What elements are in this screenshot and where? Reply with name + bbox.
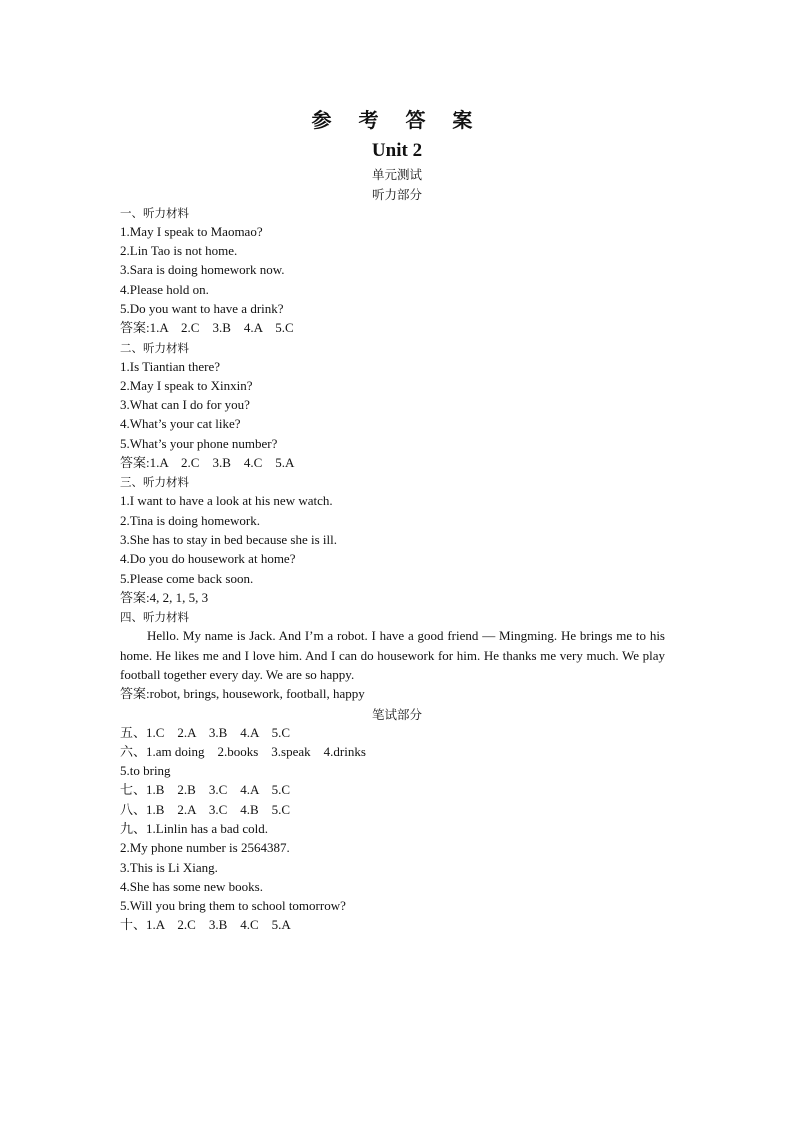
answer-q7: 七、1.B 2.B 3.C 4.A 5.C <box>120 782 291 797</box>
section1-line: 3.Sara is doing homework now. <box>120 262 285 277</box>
listening-part-heading: 听力部分 <box>371 187 422 202</box>
written-part-heading: 笔试部分 <box>371 707 422 722</box>
section1-line: 2.Lin Tao is not home. <box>120 243 238 258</box>
section1-line: 1.May I speak to Maomao? <box>120 224 263 239</box>
answer-q6: 六、1.am doing 2.books 3.speak 4.drinks <box>120 744 366 759</box>
answer-q10: 十、1.A 2.C 3.B 4.C 5.A <box>120 917 291 932</box>
section2-heading: 二、听力材料 <box>120 341 189 355</box>
page-title: 参 考 答 案 <box>311 108 483 132</box>
answer-q5: 五、1.C 2.A 3.B 4.A 5.C <box>120 725 291 740</box>
answer-q9-line: 4.She has some new books. <box>120 879 263 894</box>
section4-paragraph: Hello. My name is Jack. And I’m a robot. I have a good friend — Mingming. He brings me to his home. He likes me and I love him. And I can do housework for him. He thanks me very much. We play football together every day. We are so happy. <box>120 628 665 682</box>
section2-line: 3.What can I do for you? <box>120 397 250 412</box>
subtitle: 单元测试 <box>371 167 422 182</box>
section1-line: 5.Do you want to have a drink? <box>120 301 284 316</box>
answer-q9: 九、1.Linlin has a bad cold. <box>120 821 269 836</box>
section2-line: 5.What’s your phone number? <box>120 436 278 451</box>
section2-answer: 答案:1.A 2.C 3.B 4.C 5.A <box>120 455 295 470</box>
unit-heading: Unit 2 <box>371 140 423 161</box>
section3-line: 2.Tina is doing homework. <box>120 513 260 528</box>
section1-line: 4.Please hold on. <box>120 282 209 297</box>
section3-answer: 答案:4, 2, 1, 5, 3 <box>120 590 209 605</box>
section4-answer: 答案:robot, brings, housework, football, happy <box>120 686 365 701</box>
section4-heading: 四、听力材料 <box>120 610 189 624</box>
section1-heading: 一、听力材料 <box>120 206 189 220</box>
answer-q8: 八、1.B 2.A 3.C 4.B 5.C <box>120 802 291 817</box>
section2-line: 2.May I speak to Xinxin? <box>120 378 253 393</box>
section3-line: 5.Please come back soon. <box>120 571 254 586</box>
section3-line: 4.Do you do housework at home? <box>120 551 296 566</box>
section3-heading: 三、听力材料 <box>120 475 189 489</box>
answer-q6-cont: 5.to bring <box>120 763 171 778</box>
answer-q9-line: 3.This is Li Xiang. <box>120 860 218 875</box>
section3-line: 1.I want to have a look at his new watch. <box>120 493 333 508</box>
answer-q9-line: 5.Will you bring them to school tomorrow? <box>120 898 346 913</box>
section2-line: 1.Is Tiantian there? <box>120 359 221 374</box>
section1-answer: 答案:1.A 2.C 3.B 4.A 5.C <box>120 320 294 335</box>
section2-line: 4.What’s your cat like? <box>120 416 241 431</box>
answer-q9-line: 2.My phone number is 2564387. <box>120 840 290 855</box>
section3-line: 3.She has to stay in bed because she is ill. <box>120 532 337 547</box>
